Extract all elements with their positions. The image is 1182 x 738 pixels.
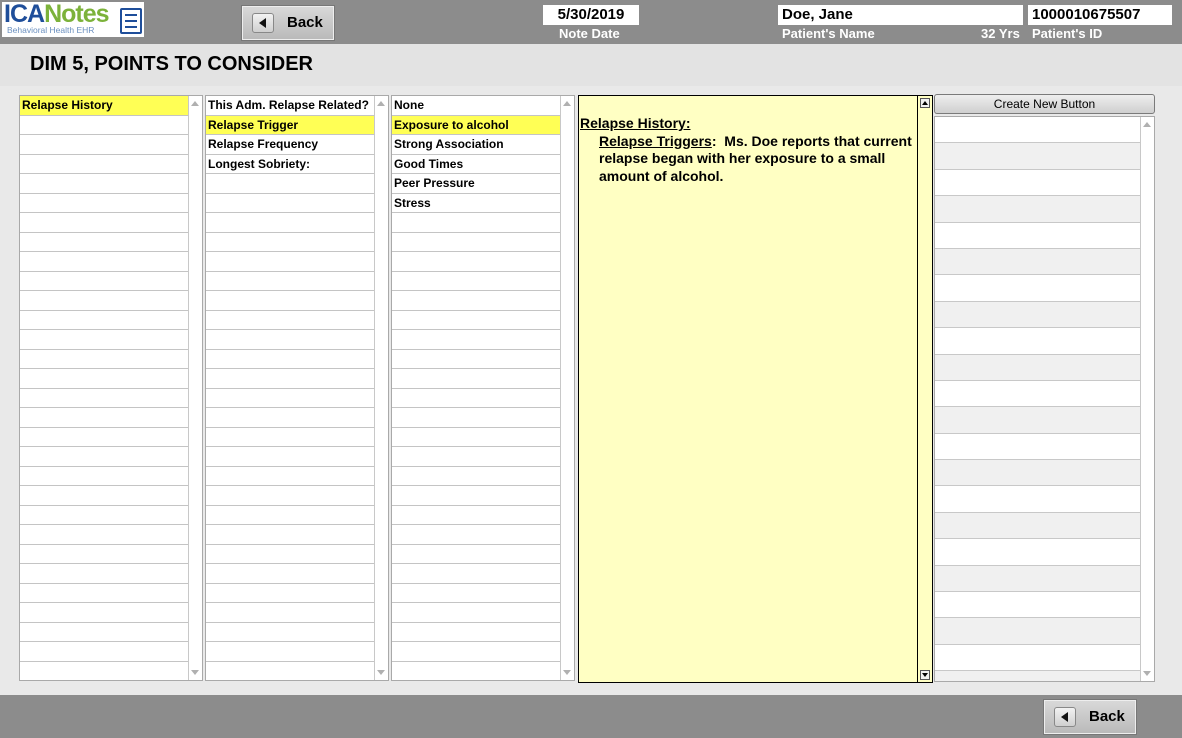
button-slot [935, 486, 1140, 512]
empty-list-row [392, 486, 561, 506]
empty-list-row [20, 272, 189, 292]
empty-list-row [392, 428, 561, 448]
empty-list-row [206, 350, 375, 370]
empty-list-row [392, 408, 561, 428]
scroll-up-icon[interactable] [1143, 122, 1151, 127]
patient-name-field: Doe, Jane [778, 5, 1023, 25]
empty-list-row [20, 252, 189, 272]
button-slot [935, 618, 1140, 644]
button-slot [935, 566, 1140, 592]
list-item[interactable]: Longest Sobriety: [206, 155, 375, 175]
empty-list-row [20, 369, 189, 389]
button-slot [935, 328, 1140, 354]
empty-list-row [392, 623, 561, 643]
button-list-scrollbar[interactable] [1140, 117, 1154, 681]
empty-list-row [392, 506, 561, 526]
list-item[interactable]: Peer Pressure [392, 174, 561, 194]
logo-tagline: Behavioral Health EHR [7, 25, 95, 35]
back-button-top[interactable] [241, 5, 335, 41]
patient-id-field: 1000010675507 [1028, 5, 1172, 25]
list-item[interactable]: Good Times [392, 155, 561, 175]
empty-list-row [20, 467, 189, 487]
empty-list-row [392, 350, 561, 370]
list-item[interactable]: Relapse Frequency [206, 135, 375, 155]
empty-list-row [206, 174, 375, 194]
back-button-label: Back [287, 14, 323, 31]
empty-list-row [392, 213, 561, 233]
note-date-caption: Note Date [559, 26, 620, 41]
empty-list-row [20, 389, 189, 409]
back-arrow-icon [1054, 707, 1076, 727]
empty-list-row [206, 428, 375, 448]
create-new-button[interactable]: Create New Button [934, 94, 1155, 114]
empty-list-row [206, 662, 375, 681]
empty-list-row [20, 311, 189, 331]
empty-list-row [392, 603, 561, 623]
empty-list-row [206, 369, 375, 389]
empty-list-row [206, 194, 375, 214]
option-list [391, 95, 575, 681]
button-slot [935, 434, 1140, 460]
empty-list-row [20, 291, 189, 311]
empty-list-row [392, 272, 561, 292]
empty-list-row [206, 389, 375, 409]
list-item[interactable]: Strong Association [392, 135, 561, 155]
list-item[interactable]: None [392, 96, 561, 116]
empty-list-row [20, 447, 189, 467]
empty-list-row [20, 525, 189, 545]
empty-list-row [206, 545, 375, 565]
patient-name-caption: Patient's Name [782, 26, 875, 41]
button-slot [935, 302, 1140, 328]
scroll-down-icon[interactable] [920, 670, 930, 680]
button-slot [935, 249, 1140, 275]
note-text-panel[interactable] [578, 95, 933, 683]
custom-button-list [934, 116, 1155, 682]
scroll-down-icon[interactable] [1143, 671, 1151, 676]
empty-list-row [206, 233, 375, 253]
scroll-up-icon[interactable] [563, 101, 571, 106]
empty-list-row [392, 389, 561, 409]
option-list-scrollbar[interactable] [560, 96, 574, 680]
empty-list-row [392, 447, 561, 467]
empty-list-row [392, 467, 561, 487]
empty-list-row [20, 350, 189, 370]
empty-list-row [20, 662, 189, 681]
empty-list-row [20, 116, 189, 136]
footer-bar [0, 695, 1182, 738]
list-item[interactable]: Exposure to alcohol [392, 116, 561, 136]
back-button-bottom[interactable] [1043, 699, 1137, 735]
category-list-scrollbar[interactable] [188, 96, 202, 680]
category-list [19, 95, 203, 681]
button-slot [935, 407, 1140, 433]
empty-list-row [206, 623, 375, 643]
button-slot [935, 275, 1140, 301]
empty-list-row [206, 213, 375, 233]
button-slot [935, 671, 1140, 681]
list-item[interactable]: This Adm. Relapse Related? [206, 96, 375, 116]
empty-list-row [20, 584, 189, 604]
empty-list-row [206, 447, 375, 467]
empty-list-row [206, 584, 375, 604]
note-subheading: Relapse Triggers [599, 132, 712, 149]
empty-list-row [20, 642, 189, 662]
document-icon [120, 8, 142, 34]
empty-list-row [20, 408, 189, 428]
empty-list-row [206, 291, 375, 311]
empty-list-row [20, 428, 189, 448]
scroll-up-icon[interactable] [377, 101, 385, 106]
note-separator: : [711, 132, 725, 149]
button-slot [935, 539, 1140, 565]
empty-list-row [392, 311, 561, 331]
empty-list-row [392, 564, 561, 584]
topic-list [205, 95, 389, 681]
scroll-down-icon[interactable] [377, 670, 385, 675]
empty-list-row [392, 584, 561, 604]
empty-list-row [392, 233, 561, 253]
back-button-label: Back [1089, 708, 1125, 725]
button-slot [935, 196, 1140, 222]
empty-list-row [20, 330, 189, 350]
title-bar [0, 44, 1182, 86]
button-slot [935, 592, 1140, 618]
empty-list-row [206, 642, 375, 662]
empty-list-row [20, 486, 189, 506]
empty-list-row [206, 330, 375, 350]
button-slot [935, 513, 1140, 539]
empty-list-row [206, 252, 375, 272]
scroll-up-icon[interactable] [191, 101, 199, 106]
list-item[interactable]: Relapse History [20, 96, 189, 116]
empty-list-row [206, 467, 375, 487]
empty-list-row [206, 603, 375, 623]
empty-list-row [20, 623, 189, 643]
scroll-down-icon[interactable] [563, 670, 571, 675]
empty-list-row [392, 369, 561, 389]
note-heading: Relapse History: [580, 115, 691, 131]
ica-notes-logo: ICANotes Behavioral Health EHR [2, 2, 144, 37]
note-text[interactable] [580, 115, 916, 185]
empty-list-row [392, 330, 561, 350]
button-slot [935, 143, 1140, 169]
button-slot [935, 381, 1140, 407]
patient-id-caption: Patient's ID [1032, 26, 1103, 41]
button-slot [935, 223, 1140, 249]
empty-list-row [392, 662, 561, 681]
back-arrow-icon [252, 13, 274, 33]
empty-list-row [206, 506, 375, 526]
empty-list-row [20, 194, 189, 214]
button-slot [935, 460, 1140, 486]
empty-list-row [206, 272, 375, 292]
scroll-up-icon[interactable] [920, 98, 930, 108]
empty-list-row [392, 642, 561, 662]
empty-list-row [206, 311, 375, 331]
empty-list-row [206, 408, 375, 428]
list-item[interactable]: Relapse Trigger [206, 116, 375, 136]
scroll-down-icon[interactable] [191, 670, 199, 675]
empty-list-row [20, 155, 189, 175]
empty-list-row [20, 213, 189, 233]
empty-list-row [206, 525, 375, 545]
empty-list-row [20, 603, 189, 623]
patient-age: 32 Yrs [981, 26, 1020, 41]
empty-list-row [392, 252, 561, 272]
page-title: DIM 5, POINTS TO CONSIDER [30, 53, 313, 75]
empty-list-row [206, 564, 375, 584]
note-scrollbar[interactable] [917, 96, 932, 682]
empty-list-row [20, 545, 189, 565]
empty-list-row [206, 486, 375, 506]
topic-list-scrollbar[interactable] [374, 96, 388, 680]
header-bar [0, 0, 1182, 44]
note-body: Ms. Doe reports that current relapse began with her exposure to a small amount of alcohol. [599, 132, 912, 184]
empty-list-row [20, 564, 189, 584]
button-slot [935, 355, 1140, 381]
button-slot [935, 117, 1140, 143]
empty-list-row [392, 545, 561, 565]
note-date-field: 5/30/2019 [543, 5, 639, 25]
empty-list-row [392, 291, 561, 311]
empty-list-row [20, 174, 189, 194]
button-slot [935, 170, 1140, 196]
empty-list-row [20, 233, 189, 253]
button-slot [935, 645, 1140, 671]
empty-list-row [20, 135, 189, 155]
empty-list-row [20, 506, 189, 526]
list-item[interactable]: Stress [392, 194, 561, 214]
empty-list-row [392, 525, 561, 545]
